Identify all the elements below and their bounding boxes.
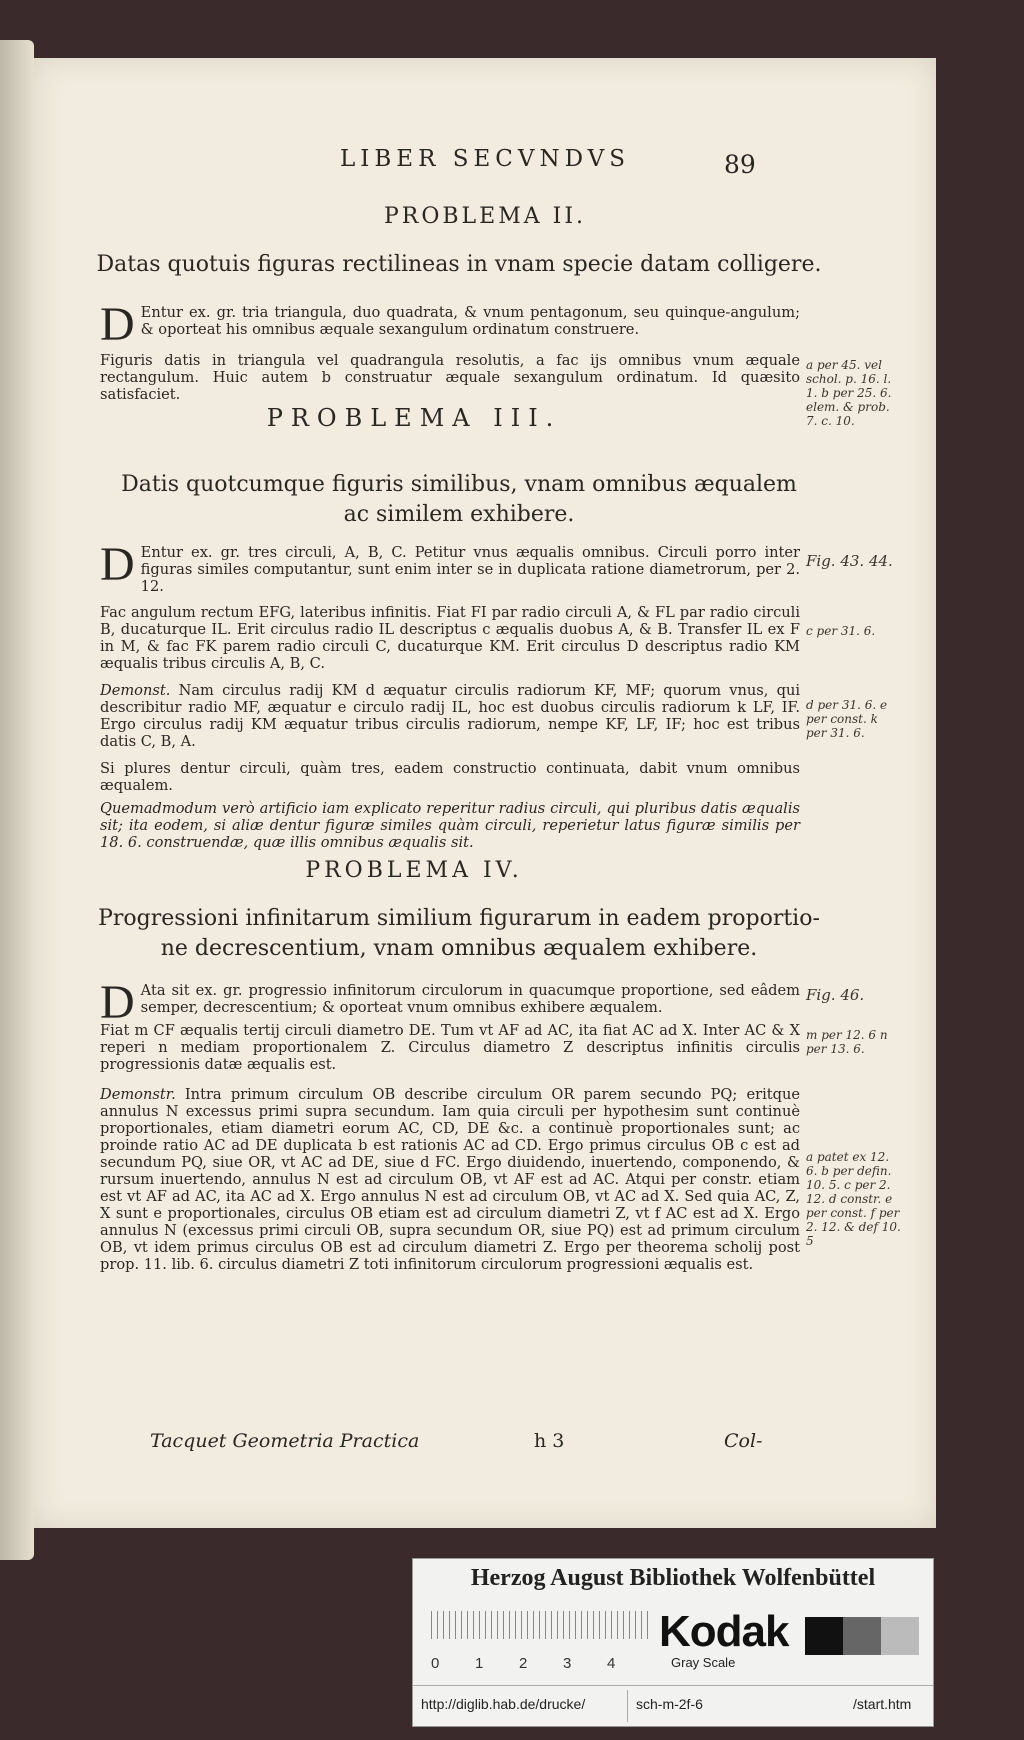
margin-note-p2: a per 45. vel schol. p. 16. l. 1. b per 25. 6. elem. & prob. 7. c. 10. [806,358,892,428]
footer-signature: h 3 [534,1430,565,1452]
problem4-para1 [100,976,800,1029]
problem4-para1-text: Ata sit ex. gr. progressio infinitorum circulorum in quacumque proportione, sed eâdem semper, decrescentium; & oporteat vnum omnibus exhibere æqualem. [140,982,800,1016]
gray-swatch-black [805,1617,843,1655]
problem3-statement [74,470,844,530]
problem2-para1 [100,298,800,351]
library-scale-card [412,1558,934,1727]
book-page [34,58,936,1528]
problem2-para1-text: Entur ex. gr. tria triangula, duo quadrata, & vnum pentagonum, seu quinque-angulum; & oporteat his omnibus æquale sexangulum ordinatum construere. [140,304,800,338]
problem3-title: PROBLEMA III. [266,404,562,432]
url-left: http://diglib.hab.de/drucke/ [421,1696,586,1712]
url-row [413,1685,933,1722]
gray-scale-label: Gray Scale [671,1655,736,1670]
drop-cap: D [100,538,135,591]
problem3-para1-text: Entur ex. gr. tres circuli, A, B, C. Petitur vnus æqualis omnibus. Circuli porro inter figuras similes computantur, sunt enim inter se in duplicata ratione diametrorum, per 2. 12. [140,544,800,595]
scale-number: 1 [475,1655,484,1672]
problem2-title: PROBLEMA II. [383,204,587,229]
problem4-para3 [100,1086,800,1273]
problem3-para1 [100,538,800,595]
gray-swatch-light [881,1617,919,1655]
ruler-ticks [431,1611,651,1639]
problem4-para3-text: Intra primum circulum OB describe circulum OR parem secundo PQ; eritque annulus N excessus primi supra secundum. Iam quia circuli per hypothesim sunt continuè proportionales, etiam diametri eorum AC, CD, DE &c. a continuè proportionales sunt; ac proinde ratio AC ad DE duplicata b est rationis AC ad CD. Ergo primus circulus OB c est ad secundum PQ, siue OR, vt AC ad DE, siue d FC. Ergo diuidendo, inuertendo, componendo, & rursum inuertendo, annulus N est ad circulum OB, vt AF est ad AC. Atqui per constr. etiam est vt AF ad AC, ita AC ad X. Ergo annulus N est ad circulum OB, vt AC ad X. Sed quia AC, Z, X sunt e proportionales, circulus OB etiam est ad circulum diametri Z, vt f AC est ad X. Ergo annulus N (excessus primi circuli OB, supra secundum OR, siue PQ) est ad primum circulum OB, vt idem primus circulus OB est ad circulum diametri Z. Ergo per theorema scholij post prop. 11. lib. 6. circulus diametri Z toti infinitorum circulorum progressioni æqualis est. [100,1086,800,1273]
page-number: 89 [724,150,756,179]
problem3-para2: Fac angulum rectum EFG, lateribus infinitis. Fiat FI par radio circuli A, & FL par radio circuli B, ducaturque IL. Erit circulus radio IL descriptus c æqualis duobus A, & B. Transfer IL ex F in M, & fac FK parem radio circuli C, ducaturque KM. Erit circulus D descriptus radio KM æqualis tribus circulis A, B, C. [100,604,800,672]
problem3-para4: Si plures dentur circuli, quàm tres, eadem constructio continuata, dabit vnum omnibus æqualem. [100,760,800,794]
problem4-statement-line1: Progressioni infinitarum similium figurarum in eadem proportio- [98,906,820,931]
library-name: Herzog August Bibliothek Wolfenbüttel [470,1565,876,1591]
margin-figure-43-44: Fig. 43. 44. [806,552,893,570]
demonstration-label: Demonst. [100,682,171,699]
kodak-logo: Kodak [659,1607,789,1656]
url-id: sch-m-2f-6 [627,1690,703,1722]
problem3-para3 [100,682,800,750]
footer-title: Tacquet Geometria Practica [150,1430,420,1452]
problem4-statement [74,904,844,964]
scale-number: 0 [431,1655,440,1672]
margin-note-p3-c: c per 31. 6. [806,624,876,638]
problem3-statement-line1: Datis quotcumque figuris similibus, vnam omnibus æqualem [121,472,797,497]
problem4-title: PROBLEMA IV. [305,858,523,883]
facing-page-edge [0,40,34,1560]
scale-number: 2 [519,1655,528,1672]
problem2-para2: Figuris datis in triangula vel quadrangula resolutis, a fac ijs omnibus vnum æquale rectangulum. Huic autem b construatur æquale sexangulum ordinatum. Id quæsito satisfaciet. [100,352,800,403]
running-head: LIBER SECVNDVS [340,146,630,172]
margin-note-p4-a: a patet ex 12. 6. b per defin. 10. 5. c per 2. 12. d constr. e per const. f per 2. 12. & def 10. 5 [806,1150,901,1248]
margin-note-p4-m: m per 12. 6 n per 13. 6. [806,1028,888,1056]
footer-catchword: Col- [724,1430,763,1452]
url-right: /start.htm [853,1696,912,1712]
scale-number: 4 [607,1655,616,1672]
drop-cap: D [100,298,135,351]
margin-figure-46: Fig. 46. [806,986,865,1004]
demonstration-label: Demonstr. [100,1086,176,1103]
drop-cap: D [100,976,135,1029]
problem2-statement: Datas quotuis figuras rectilineas in vnam specie datam colligere. [96,252,822,277]
problem4-para2: Fiat m CF æqualis tertij circuli diametro DE. Tum vt AF ad AC, ita fiat AC ad X. Inter AC & X reperi n mediam proportionalem Z. Circulus diametro Z descriptus infinitis circulis progressionis datæ æqualis est. [100,1022,800,1073]
gray-swatch-dark [843,1617,881,1655]
problem3-statement-line2: ac similem exhibere. [343,502,575,527]
margin-note-p3-d: d per 31. 6. e per const. k per 31. 6. [806,698,888,740]
problem4-statement-line2: ne decrescentium, vnam omnibus æqualem exhibere. [160,936,758,961]
problem3-para5: Quemadmodum verò artificio iam explicato reperitur radius circuli, qui pluribus datis æqualis sit; ita eodem, si aliæ dentur figuræ similes quàm circuli, reperietur latus figuræ similis per 18. 6. construendæ, quæ illis omnibus æqualis sit. [100,800,800,851]
problem3-para3-text: Nam circulus radij KM d æquatur circulis radiorum KF, MF; quorum vnus, qui describitur radio MF, æquatur e circulo radij IL, hoc est duobus circulis radiorum k LF, IF. Ergo circulus radij KM æquatur tribus circulis radiorum, nempe KF, LF, IF; hoc est tribus datis C, B, A. [100,682,801,750]
scale-number: 3 [563,1655,572,1672]
